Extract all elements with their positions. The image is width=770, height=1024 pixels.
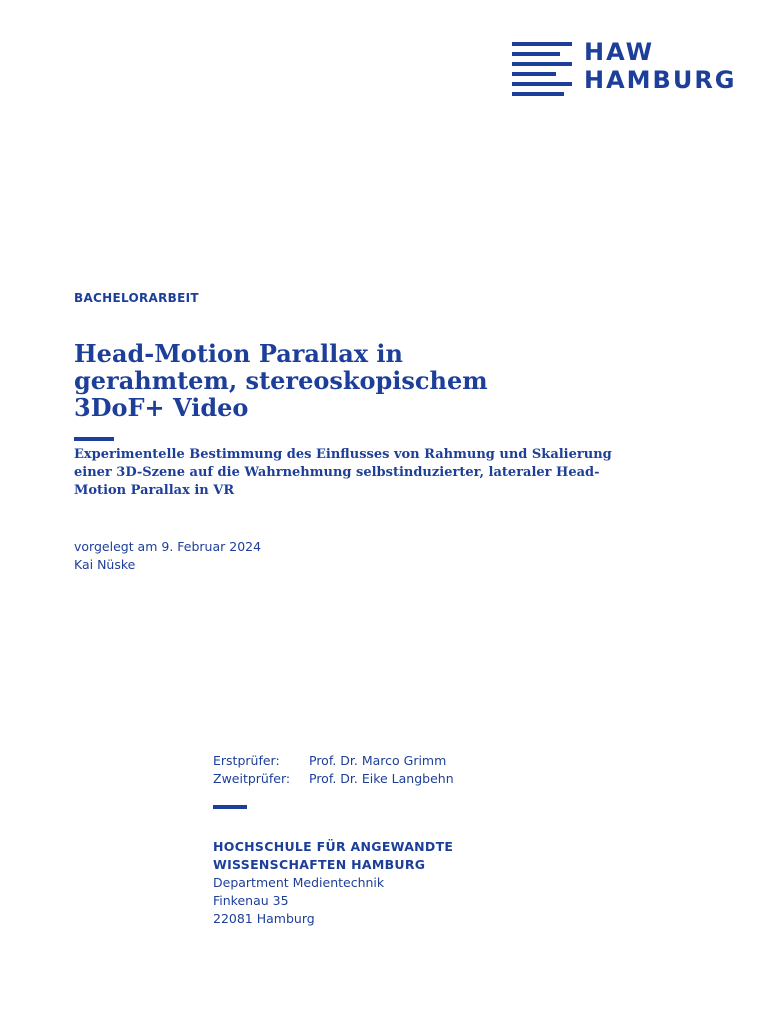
author-name: Kai Nüske <box>74 557 136 572</box>
street-address: Finkenau 35 <box>213 893 289 908</box>
institution-name-line: WISSENSCHAFTEN HAMBURG <box>213 857 426 872</box>
second-examiner-row <box>213 770 454 788</box>
subtitle-line: Motion Parallax in VR <box>74 483 235 498</box>
first-examiner-row <box>213 752 454 770</box>
first-examiner-name: Prof. Dr. Marco Grimm <box>309 753 447 768</box>
thesis-subtitle <box>74 446 634 500</box>
logo-line-haw: HAW <box>584 38 655 66</box>
logo-line-hamburg: HAMBURG <box>584 66 737 94</box>
logo-stripes-icon <box>512 38 572 114</box>
department-name: Department Medientechnik <box>213 875 385 890</box>
subtitle-line: Experimentelle Bestimmung des Einflusses von Rahmung und Skalierung <box>74 447 612 462</box>
second-examiner-name: Prof. Dr. Eike Langbehn <box>309 771 454 786</box>
title-line: Head-Motion Parallax in <box>74 339 403 368</box>
haw-hamburg-logo <box>512 38 742 114</box>
submission-date: vorgelegt am 9. Februar 2024 <box>74 539 262 554</box>
submission-info <box>74 538 261 574</box>
examiners-block <box>213 752 454 788</box>
institution-divider <box>213 805 247 809</box>
first-examiner-label: Erstprüfer: <box>213 753 280 768</box>
document-type: BACHELORARBEIT <box>74 291 199 305</box>
subtitle-line: einer 3D-Szene auf die Wahrnehmung selbstinduzierter, lateraler Head- <box>74 465 600 480</box>
second-examiner-label: Zweitprüfer: <box>213 771 291 786</box>
institution-name-line: HOCHSCHULE FÜR ANGEWANDTE <box>213 839 454 854</box>
city-address: 22081 Hamburg <box>213 911 315 926</box>
institution-block <box>213 838 453 928</box>
title-line: gerahmtem, stereoskopischem <box>74 366 488 395</box>
logo-wordmark <box>584 38 737 94</box>
title-divider <box>74 437 114 441</box>
thesis-title <box>74 340 574 421</box>
title-line: 3DoF+ Video <box>74 393 249 422</box>
